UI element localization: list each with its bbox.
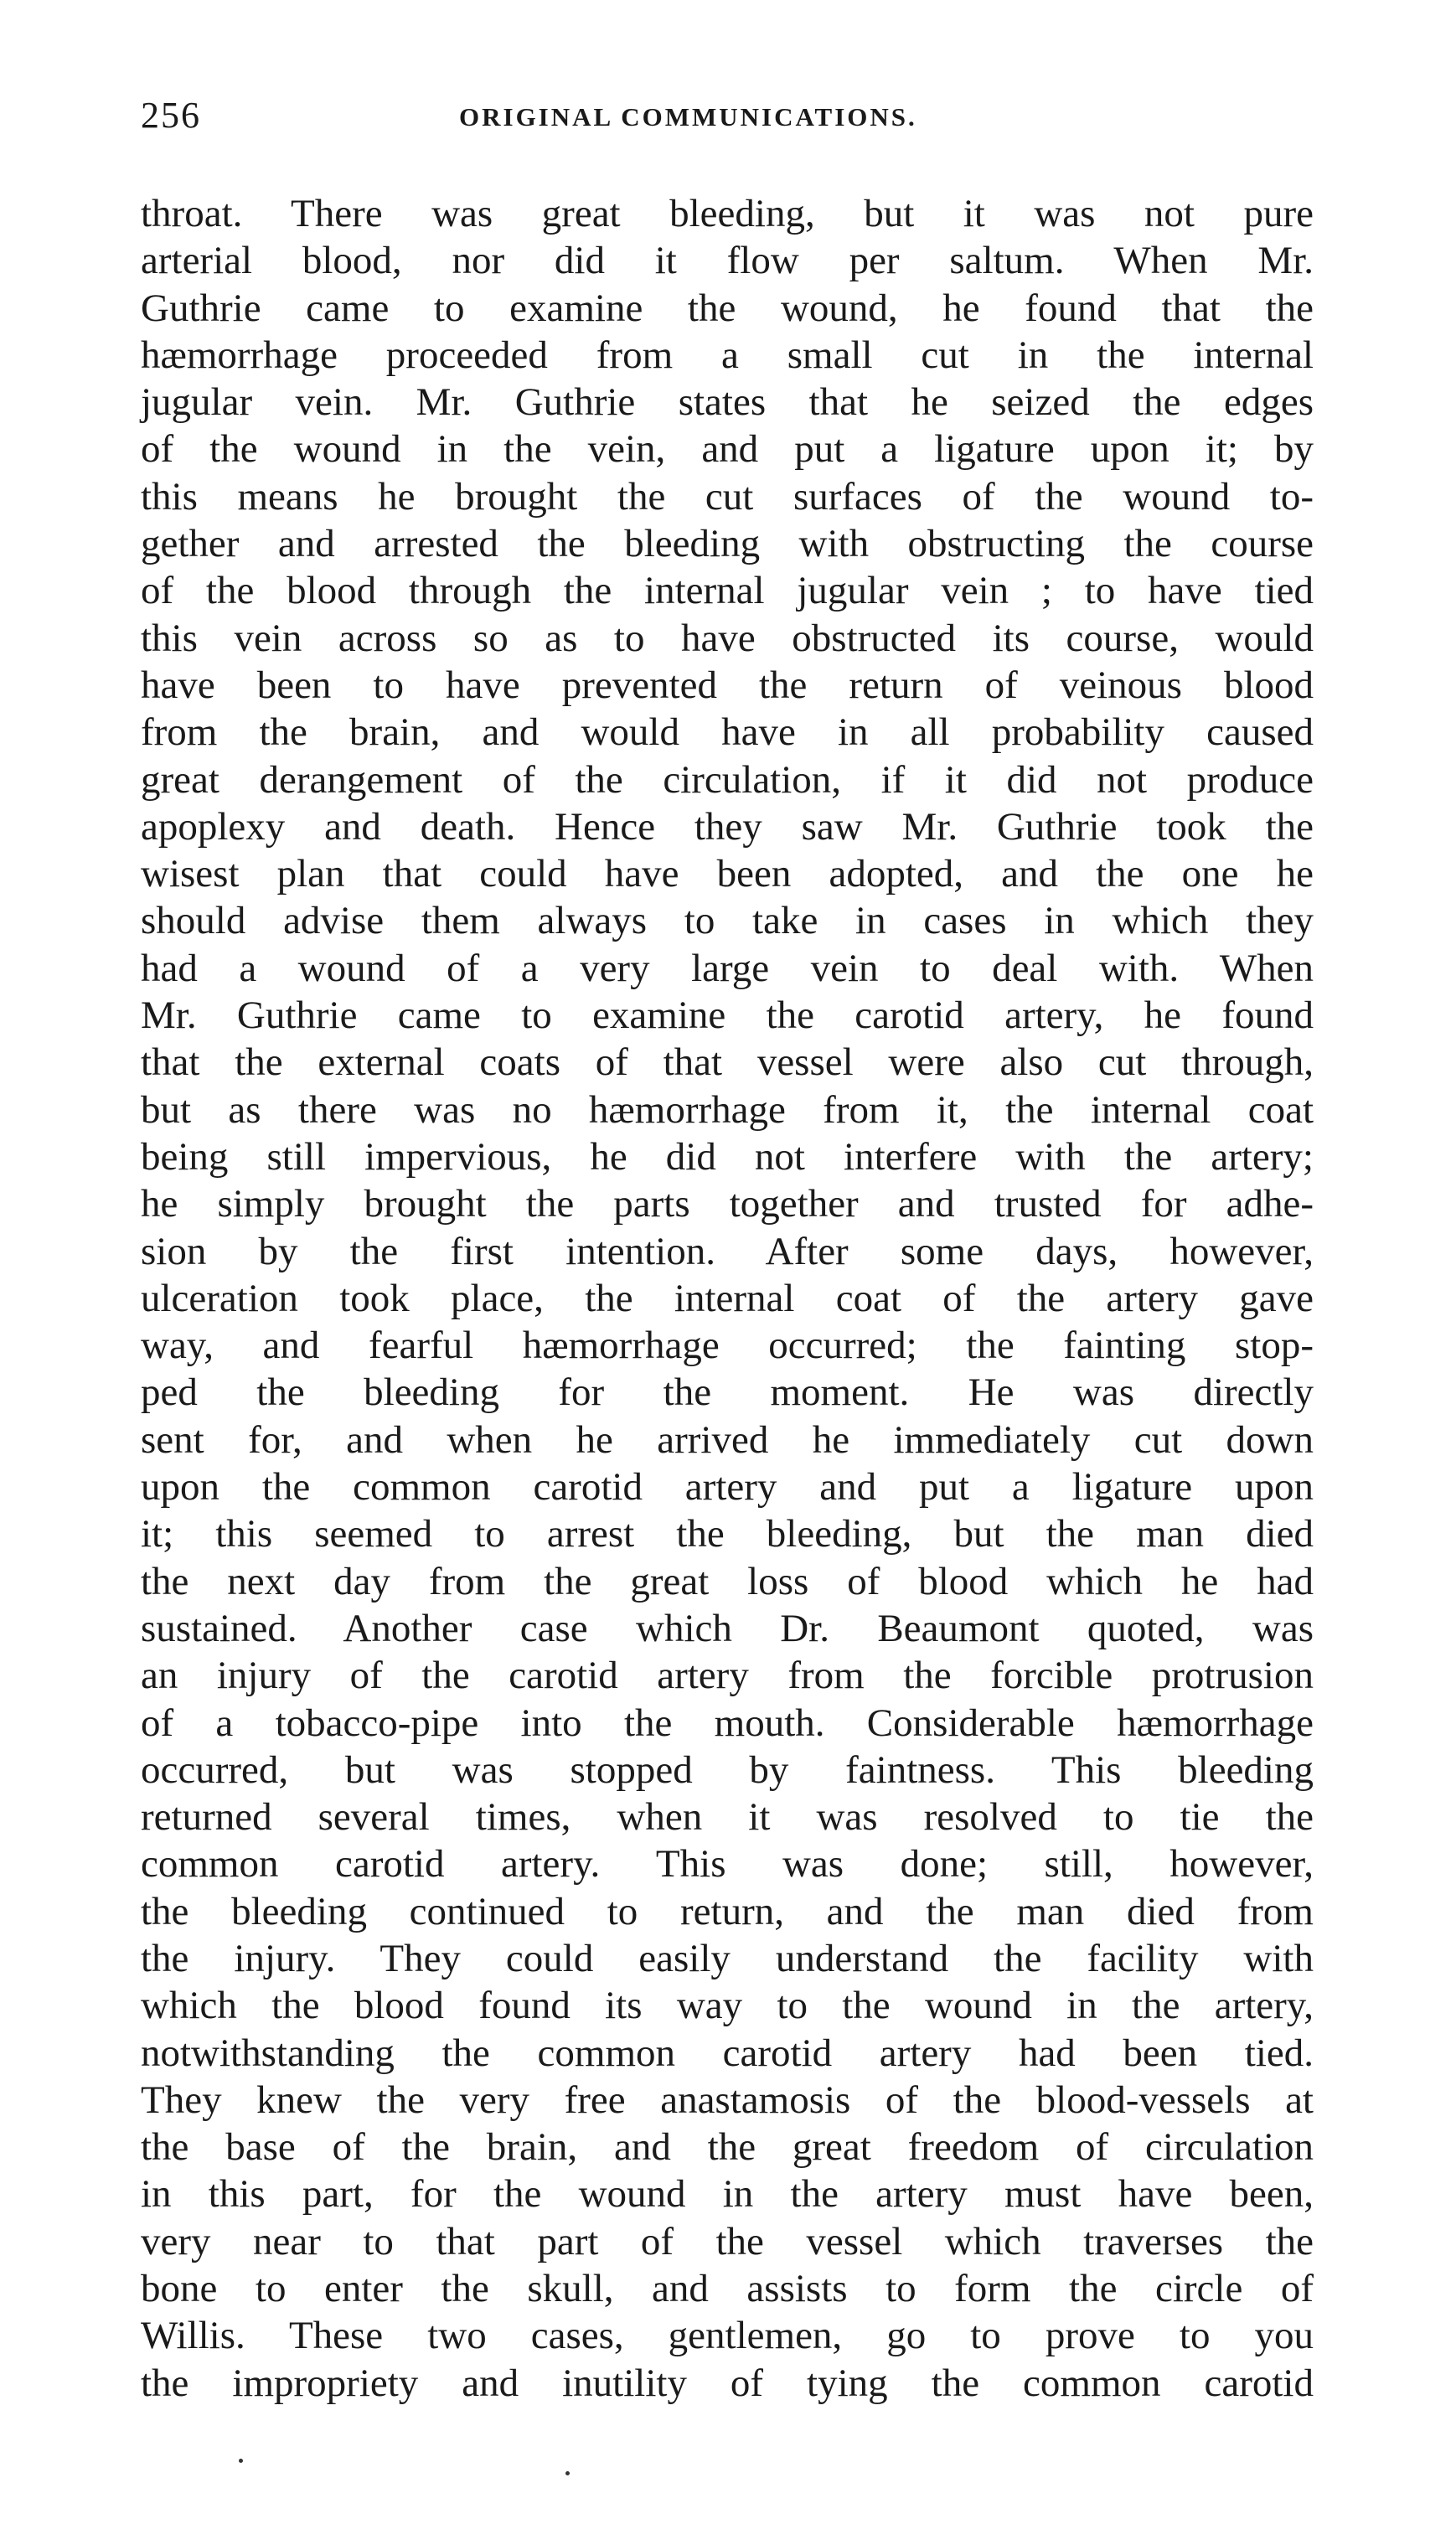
text-line: sustained. Another case which Dr. Beaumont quoted, was xyxy=(141,1606,1314,1650)
page-number: 256 xyxy=(141,95,201,136)
text-line: jugular vein. Mr. Guthrie states that he seized the edges xyxy=(141,380,1314,425)
text-line: this means he brought the cut surfaces of the wound to- xyxy=(141,474,1314,519)
text-line: way, and fearful hæmorrhage occurred; the fainting stop- xyxy=(141,1324,1314,1368)
text-line: that the external coats of that vessel were also cut through, xyxy=(141,1040,1314,1085)
text-line: which the blood found its way to the wound in the artery, xyxy=(141,1984,1314,2028)
text-line: in this part, for the wound in the artery must have been, xyxy=(141,2172,1314,2217)
book-page xyxy=(141,94,1314,2405)
text-line: of the wound in the vein, and put a ligature upon it; by xyxy=(141,427,1314,472)
text-line: but as there was no hæmorrhage from it, the internal coat xyxy=(141,1087,1314,1132)
text-line: from the brain, and would have in all probability caused xyxy=(141,710,1314,755)
text-line: an injury of the carotid artery from the forcible protrusion xyxy=(141,1654,1314,1698)
text-line: had a wound of a very large vein to deal with. When xyxy=(141,946,1314,990)
text-line: arterial blood, nor did it flow per saltum. When Mr. xyxy=(141,239,1314,283)
text-line: the next day from the great loss of blood which he had xyxy=(141,1559,1314,1603)
text-line: great derangement of the circulation, if it did not produce xyxy=(141,757,1314,802)
text-line: should advise them always to take in cases in which they xyxy=(141,899,1314,943)
text-line: the base of the brain, and the great freedom of circulation xyxy=(141,2125,1314,2170)
text-line: ulceration took place, the internal coat of the artery gave xyxy=(141,1276,1314,1320)
text-line: wisest plan that could have been adopted, and the one he xyxy=(141,852,1314,896)
text-line: sion by the first intention. After some days, however, xyxy=(141,1229,1314,1273)
text-line: notwithstanding the common carotid artery had been tied. xyxy=(141,2031,1314,2075)
text-line: this vein across so as to have obstructed its course, would xyxy=(141,616,1314,660)
text-line: have been to have prevented the return of veinous blood xyxy=(141,663,1314,707)
text-line: bone to enter the skull, and assists to form the circle of xyxy=(141,2267,1314,2311)
text-line: sent for, and when he arrived he immediately cut down xyxy=(141,1417,1314,1462)
print-speck xyxy=(239,2459,243,2463)
text-line: it; this seemed to arrest the bleeding, but the man died xyxy=(141,1512,1314,1556)
text-line: hæmorrhage proceeded from a small cut in the internal xyxy=(141,333,1314,377)
text-line: of the blood through the internal jugular vein ; to have tied xyxy=(141,569,1314,613)
text-line: ped the bleeding for the moment. He was directly xyxy=(141,1370,1314,1415)
text-line: Guthrie came to examine the wound, he found that the xyxy=(141,286,1314,330)
text-line: the impropriety and inutility of tying the common carotid xyxy=(141,2361,1314,2405)
print-speck xyxy=(565,2471,570,2475)
text-line: Willis. These two cases, gentlemen, go to prove to you xyxy=(141,2314,1314,2358)
running-head xyxy=(141,94,1314,144)
text-line: being still impervious, he did not interfere with the artery; xyxy=(141,1134,1314,1179)
text-line: common carotid artery. This was done; still, however, xyxy=(141,1842,1314,1887)
text-line: gether and arrested the bleeding with obstructing the course xyxy=(141,522,1314,566)
body-text xyxy=(141,190,1314,2407)
text-line: occurred, but was stopped by faintness. This bleeding xyxy=(141,1747,1314,1792)
text-line: the bleeding continued to return, and the man died from xyxy=(141,1889,1314,1933)
text-line: throat. There was great bleeding, but it was not pure xyxy=(141,192,1314,235)
text-line: very near to that part of the vessel which traverses the xyxy=(141,2219,1314,2263)
text-line: the injury. They could easily understand the facility with xyxy=(141,1936,1314,1980)
text-line: apoplexy and death. Hence they saw Mr. Guthrie took the xyxy=(141,804,1314,849)
text-line: They knew the very free anastamosis of the blood-vessels at xyxy=(141,2078,1314,2122)
text-line: Mr. Guthrie came to examine the carotid artery, he found xyxy=(141,994,1314,1038)
text-line: returned several times, when it was resolved to tie the xyxy=(141,1795,1314,1840)
text-line: upon the common carotid artery and put a ligature upon xyxy=(141,1465,1314,1510)
running-title: ORIGINAL COMMUNICATIONS. xyxy=(459,102,917,132)
text-line: of a tobacco-pipe into the mouth. Considerable hæmorrhage xyxy=(141,1701,1314,1745)
text-line: he simply brought the parts together and trusted for adhe- xyxy=(141,1182,1314,1226)
